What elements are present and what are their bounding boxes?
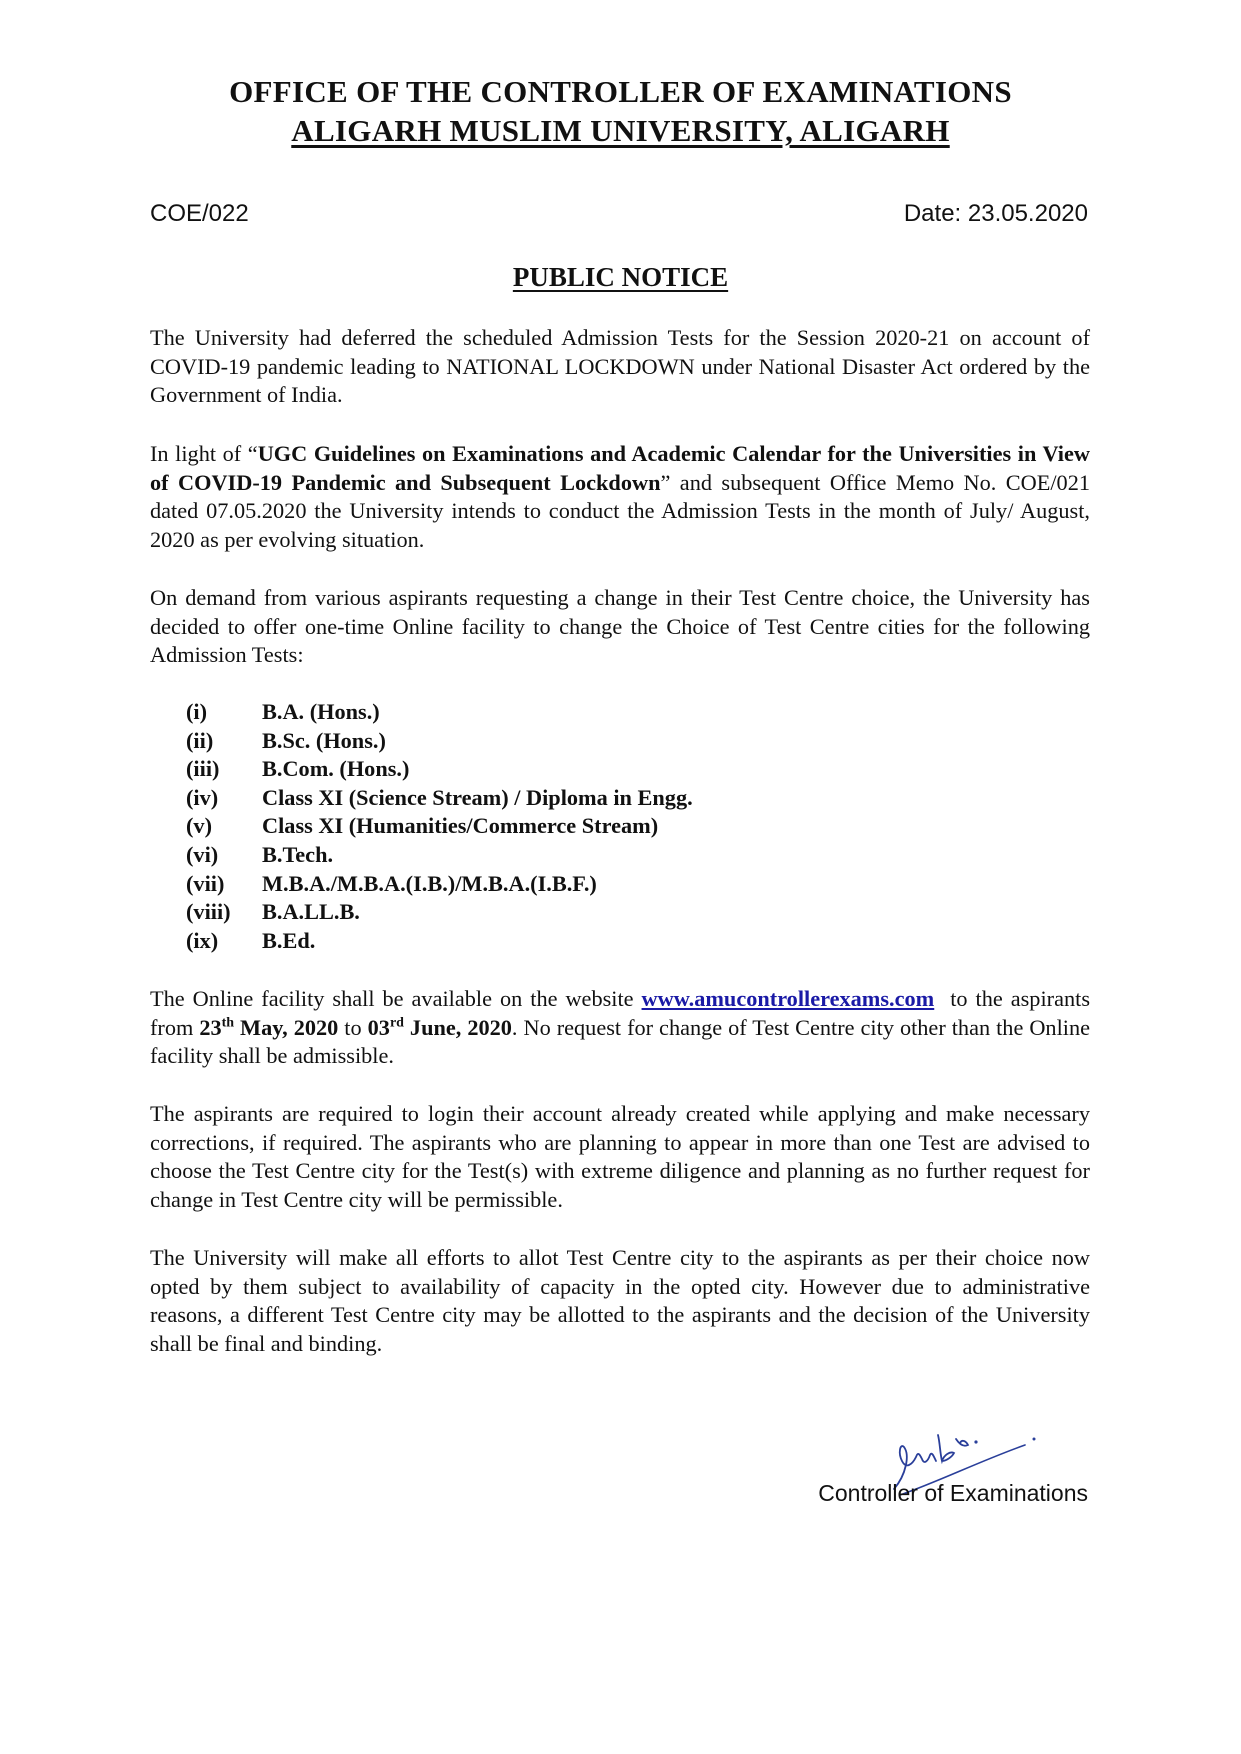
notice-title-text: PUBLIC NOTICE (512, 262, 729, 292)
list-item (186, 698, 986, 727)
ugc-guidelines-title: UGC Guidelines on Examinations and Academic Calendar for the Universities in View of COVID-19 Pandemic and Subsequent Lockdown (150, 441, 1090, 495)
list-item (186, 755, 986, 784)
paragraph-login-instructions: The aspirants are required to login their account already created while applying and make necessary corrections, if required. The aspirants who are planning to appear in more than one Test are advised to choose the Test Centre city for the Test(s) with extreme diligence and planning as no further request for change in Test Centre city will be permissible. (150, 1101, 1090, 1213)
start-date (199, 1015, 338, 1040)
university-heading-text: ALIGARH MUSLIM UNIVERSITY, ALIGARH (291, 113, 950, 148)
list-item-number: (vii) (186, 870, 225, 896)
list-item-number: (vi) (186, 841, 219, 867)
paragraph-allotment-policy: The University will make all efforts to allot Test Centre city to the aspirants as per their choice now opted by them subject to availability of capacity in the opted city. However due to administrative reasons, a different Test Centre city may be allotted to the aspirants and the decision of the University shall be final and binding. (150, 1245, 1090, 1357)
list-item (186, 841, 986, 870)
para4-text-1: The Online facility shall be available on the website (150, 986, 642, 1011)
list-item-name: B.Com. (Hons.) (262, 756, 410, 782)
list-item (186, 812, 986, 841)
list-item-name: B.A.LL.B. (262, 899, 360, 925)
list-item-number: (i) (186, 699, 208, 724)
list-item (186, 784, 986, 813)
notice-title (0, 262, 1241, 293)
list-item-name: M.B.A./M.B.A.(I.B.)/M.B.A.(I.B.F.) (262, 870, 597, 896)
paragraph-online-availability (150, 985, 1096, 1071)
list-item (186, 927, 986, 956)
paragraph-deferral: The University had deferred the scheduled Admission Tests for the Session 2020-21 on account of COVID-19 pandemic leading to NATIONAL LOCKDOWN under National Disaster Act ordered by the Government of India. (150, 325, 1090, 408)
notice-date: Date: 23.05.2020 (903, 200, 1088, 227)
start-date-suffix: th (221, 1015, 235, 1031)
signatory-title: Controller of Examinations (818, 1480, 1088, 1506)
list-item-number: (ii) (186, 727, 214, 753)
para2-after: ” and subsequent Office Memo No. COE/021 dated 07.05.2020 the University intends to conduct the Admission Tests in the month of July/ August, 2020 as per evolving situation. (150, 469, 1090, 553)
end-date (368, 1015, 512, 1040)
website-link[interactable]: www.amucontrollerexams.com (641, 986, 935, 1011)
para2-before: In light of “ (150, 441, 258, 466)
reference-number: COE/022 (150, 200, 249, 227)
para4-text-2: to the aspirants from (150, 986, 1096, 1040)
list-item-name: B.A. (Hons.) (262, 699, 380, 724)
list-item (186, 727, 986, 756)
list-item-number: (viii) (186, 899, 231, 925)
list-item-number: (ix) (186, 927, 219, 953)
list-item-name: Class XI (Science Stream) / Diploma in Engg. (262, 784, 693, 810)
start-date-rest: May, 2020 (234, 1014, 339, 1040)
office-heading: OFFICE OF THE CONTROLLER OF EXAMINATIONS (229, 74, 1012, 109)
start-date-day: 23 (199, 1014, 222, 1040)
admission-tests-list (186, 698, 986, 955)
list-item (186, 898, 986, 927)
list-item-number: (v) (186, 813, 212, 839)
paragraph-ugc-guidelines (150, 440, 1090, 555)
list-item-name: B.Sc. (Hons.) (262, 727, 386, 753)
list-item-name: B.Ed. (262, 927, 316, 953)
para4-text-4: . No request for change of Test Centre city other than the Online facility shall be admissible. (150, 1014, 1091, 1069)
list-item (186, 870, 986, 899)
end-date-day: 03 (367, 1014, 390, 1040)
end-date-suffix: rd (389, 1015, 404, 1031)
end-date-rest: June, 2020 (403, 1014, 512, 1040)
university-heading (0, 113, 1241, 149)
paragraph-online-facility-offer: On demand from various aspirants requesting a change in their Test Centre choice, the University has decided to offer one-time Online facility to change the Choice of Test Centre cities for the following Admission Tests: (150, 585, 1090, 668)
list-item-number: (iii) (186, 756, 220, 782)
list-item-name: Class XI (Humanities/Commerce Stream) (262, 813, 659, 839)
list-item-number: (iv) (186, 784, 219, 810)
para4-text-3: to (338, 1014, 368, 1040)
list-item-name: B.Tech. (262, 841, 334, 867)
